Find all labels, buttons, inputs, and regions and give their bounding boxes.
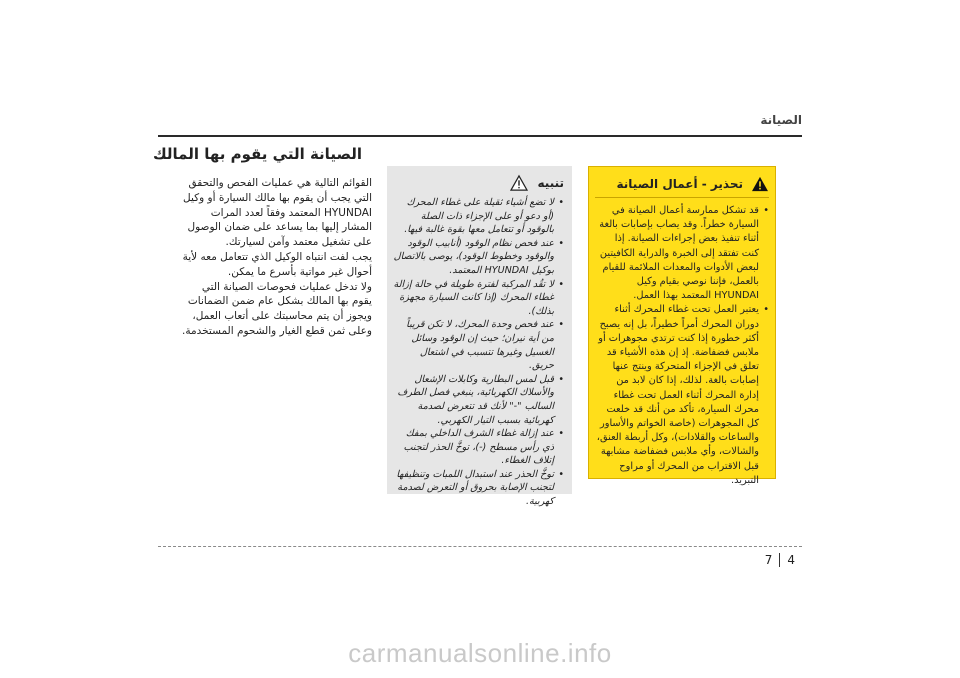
list-item: • يعتبر العمل تحت غطاء المحرك أثناء دوران المحرك أمراً خطيراً، بل إنه يصبح أكثر خطورة إذا كنت ترتدي مجوهرات أو ملابس فضفاضة. إذ إن هذه الأشياء قد تعلق في الإجزاء المتحركة وينتج عنها إصابات بالغة. لذلك، إذا كان لابد من إدارة المحرك أثناء العمل تحت غطاء محرك السيارة، تأكد من أنك قد خلعت كل المجوهرات (خاصة الخواتم والأساور والساعات والقلادات)، وكل أربطة العنق، والشالات، وأي ملابس فضفاضة مشابهة قبل الاقتراب من المحرك أو مراوح التبريد. <box>595 303 769 488</box>
notice-title: تنبيه <box>537 176 564 190</box>
header-rule <box>158 135 802 137</box>
intro-text <box>182 176 372 339</box>
list-item: • عند فحص نظام الوقود (أنابيب الوقود والوقود وخطوط الوقود)، يوصى بالاتصال بوكيل HYUNDAI المعتمد. <box>393 237 564 278</box>
intro-paragraph: ولا تدخل عمليات فحوصات الصيانة التي يقوم بها المالك بشكل عام ضمن الضمانات ويجوز أن يتم محاسبتك على أتعاب العمل، وعلى ثمن قطع الغيار والشحوم المستخدمة. <box>182 280 372 337</box>
warning-list <box>595 204 769 488</box>
section-header-label: الصيانة <box>760 113 802 127</box>
intro-paragraph: القوائم التالية هي عمليات الفحص والتحقق التي يجب أن يقوم بها مالك السيارة أو وكيل HYUNDAI المعتمد وفقاً لعدد المرات المشار إليها بما يساعد على ضمان الوصول على تشغيل معتمد وآمن لسيارتك. <box>183 177 372 249</box>
list-item: • لا تضع أشياء ثقيلة على غطاء المحرك (أو دعو أو على الإجزاء ذات الصلة بالوقود أو تتعامل معها بقوة غالبة فيها. <box>393 196 564 237</box>
warning-triangle-icon <box>751 176 769 192</box>
list-item: • لا تقُد المركبة لفترة طويلة في حالة إزالة غطاء المحرك (إذا كانت السيارة مجهزة بذلك). <box>393 278 564 319</box>
list-item: • توخَّ الحذر عند استبدال اللمبات وتنظيفها لتجنب الإصابة بحروق أو التعرض لصدمة كهربية. <box>393 468 564 509</box>
list-item: • عند إزالة غطاء الشرف الداخلي بمفك ذي رأس مسطح (-)، توخَّ الحذر لتجنب إتلاف الغطاء. <box>393 427 564 468</box>
list-item: • قد تشكل ممارسة أعمال الصيانة في السيارة خطراً. وقد يصاب بإصابات بالغة أثناء تنفيذ بعض إجراءات الصيانة. إذا كنت تفتقد إلى الخبرة والدراية الكافيتين لبعض الأدوات والمعدات الملائمة للقيام بالعمل، فإننا نوصي بقيام وكيل HYUNDAI المعتمد بهذا العمل. <box>595 204 769 303</box>
warning-title: تحذير - أعمال الصيانة <box>616 177 743 191</box>
page-number <box>765 553 795 567</box>
notice-header <box>393 170 564 196</box>
list-item: • قبل لمس البطارية وكابلات الإشعال والأسلاك الكهربائية، ينبغي فصل الطرف السالب "-" لأنك قد تتعرض لصدمة كهربائية بسبب التيار الكهربي. <box>393 373 564 427</box>
footer-rule <box>158 546 802 547</box>
caution-triangle-icon <box>510 175 528 191</box>
page-title: الصيانة التي يقوم بها المالك <box>152 145 362 163</box>
list-item: • عند فحص وحدة المحرك، لا تكن قريباً من أية نيران؛ حيث إن الوقود وسائل الغسيل وغيرها تتسبب في اشتعال حريق. <box>393 318 564 372</box>
notice-box <box>387 166 572 508</box>
page-number-separator <box>779 553 780 567</box>
page-number-left: 7 <box>764 553 773 567</box>
intro-paragraph: يجب لفت انتباه الوكيل الذي تتعامل معه لأية أحوال غير مواتية بأسرع ما يمكن. <box>182 250 372 278</box>
watermark: carmanualsonline.info <box>348 638 612 668</box>
warning-box <box>588 166 776 486</box>
warning-header <box>595 171 769 198</box>
page-number-right: 4 <box>787 553 795 567</box>
notice-list <box>393 196 564 509</box>
